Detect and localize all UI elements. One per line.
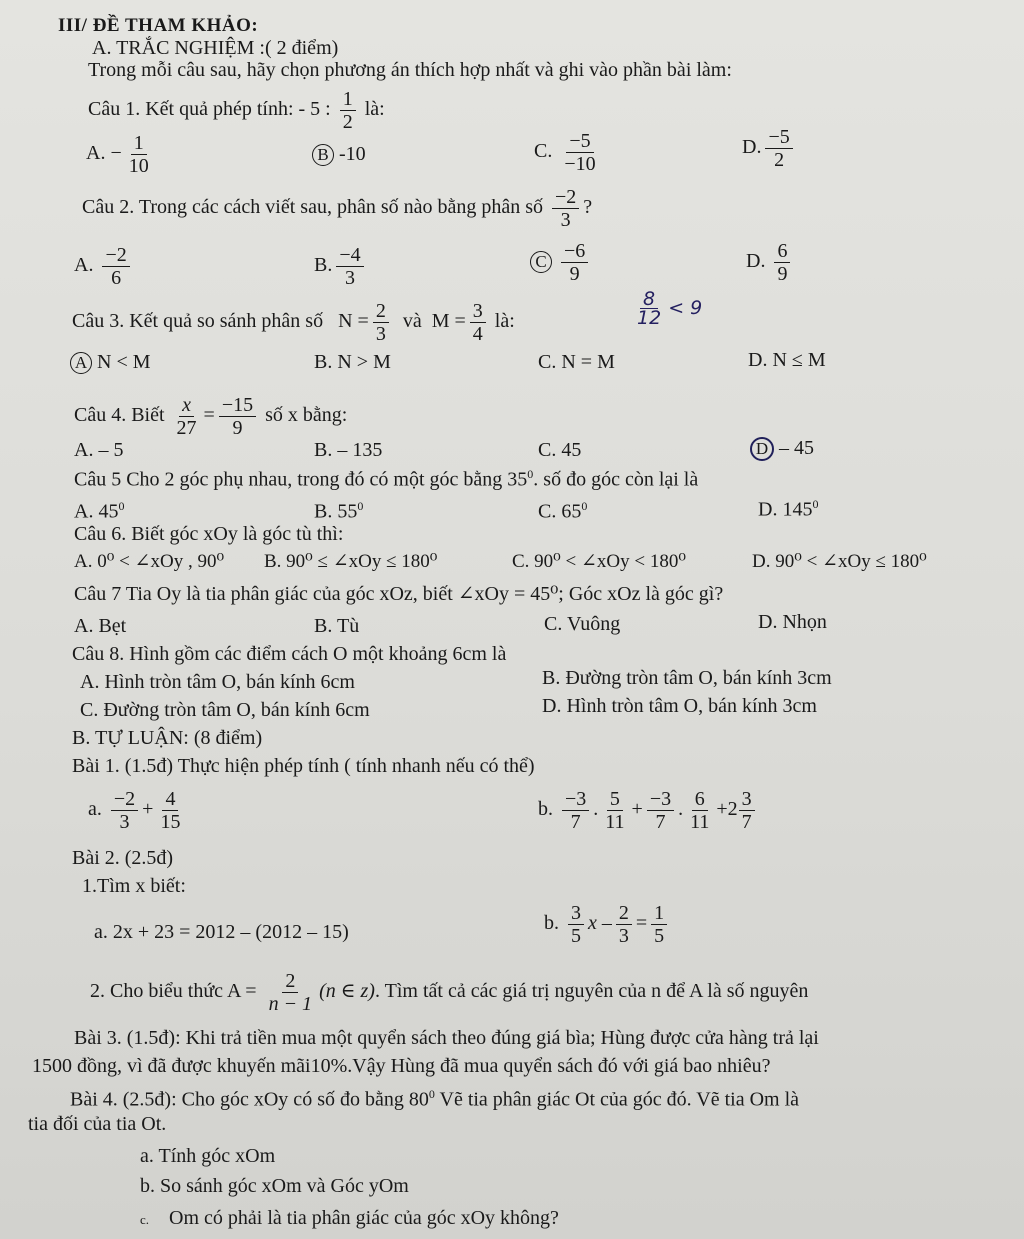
bai-4-line-2: tia đối của tia Ot. [28, 1113, 167, 1135]
q4-option-c: C. 45 [538, 439, 582, 461]
bai-4c: c. Om có phải là tia phân giác của góc xOy không? [140, 1207, 559, 1229]
q1-selected-mark: B [312, 144, 334, 166]
question-7: Câu 7 Tia Oy là tia phân giác của góc xOz, biết ∠xOy = 45⁰; Góc xOz là góc gì? [74, 583, 724, 605]
q2-option-d: D. $\frac{6}{9}$ [746, 240, 794, 285]
question-4: Câu 4. Biết $\frac{x}{27}$ = $\frac{-15}{9}$ số x bằng: [74, 394, 348, 439]
q2-option-b: B. $\frac{-4}{3}$ [314, 244, 368, 289]
q6-option-c: C. 90⁰ < ∠xOy < 180⁰ [512, 551, 686, 572]
q6-option-d: D. 90⁰ < ∠xOy ≤ 180⁰ [752, 551, 927, 572]
q1-stem: Câu 1. Kết quả phép tính: - 5 : [88, 98, 331, 121]
bai-4: Bài 4. (2.5đ): Cho góc xOy có số đo bằng $80^0$ Vẽ tia phân giác Ot của góc đó. Vẽ tia Om là [70, 1087, 800, 1111]
q6-option-a: A. 0⁰ < ∠xOy , 90⁰ [74, 551, 225, 572]
question-1: Câu 1. Kết quả phép tính: - 5 : $\frac{1}{2}$ là: [88, 88, 385, 133]
q3-option-d: D. N ≤ M [748, 349, 826, 371]
bai-1a: a. $\frac{-2}{3}$ + $\frac{4}{15}$ [88, 788, 181, 833]
q3-handwritten-note: $\frac{8}{12}$ < 9 [637, 288, 703, 329]
section-b-title: B. TỰ LUẬN: (8 điểm) [72, 727, 263, 749]
q3-selected-mark: A [70, 352, 92, 374]
bai-2-2: 2. Cho biểu thức A = $\frac{2}{n - 1}$ (n ∈ z). Tìm tất cả các giá trị nguyên của n để A là số nguyên [90, 970, 809, 1015]
q4-option-a: A. – 5 [74, 439, 124, 461]
bai-2: Bài 2. (2.5đ) [72, 847, 174, 869]
q7-option-c: C. Vuông [544, 613, 621, 635]
q4-option-d: D – 45 [750, 436, 814, 461]
bai-1b: b. $\frac{-3}{7}$ . $\frac{5}{11}$ + $\frac{-3}{7}$ . $\frac{6}{11}$ +2 $\frac{3}{7}$ [538, 788, 759, 833]
instruction-text: Trong mỗi câu sau, hãy chọn phương án thích hợp nhất và ghi vào phần bài làm: [88, 59, 732, 81]
q1-option-d: D. $\frac{-5}{2}$ [742, 126, 797, 171]
bai-2a: a. 2x + 23 = 2012 – (2012 – 15) [94, 921, 349, 943]
q8-option-b: B. Đường tròn tâm O, bán kính 3cm [542, 667, 832, 689]
bai-2b: b. $\frac{3}{5}$ x – $\frac{2}{3}$ = $\frac{1}{5}$ [544, 902, 671, 947]
bai-2-1: 1.Tìm x biết: [82, 875, 186, 897]
q6-option-b: B. 90⁰ ≤ ∠xOy ≤ 180⁰ [264, 551, 438, 572]
q1-option-a: A. − $\frac{1}{10}$ [86, 132, 149, 177]
q5-option-c: C. $65^0$ [538, 499, 588, 523]
question-8: Câu 8. Hình gồm các điểm cách O một khoảng 6cm là [72, 643, 507, 665]
bai-1: Bài 1. (1.5đ) Thực hiện phép tính ( tính nhanh nếu có thể) [72, 755, 535, 777]
page-title: III/ ĐỀ THAM KHẢO: [58, 15, 259, 36]
q7-option-a: A. Bẹt [74, 615, 127, 637]
q7-option-b: B. Tù [314, 615, 360, 637]
bai-3-line-2: 1500 đồng, vì đã được khuyến mãi10%.Vậy Hùng đã mua quyển sách đó với giá bao nhiêu? [32, 1055, 771, 1077]
question-3: Câu 3. Kết quả so sánh phân số N = $\frac{2}{3}$ và M = $\frac{3}{4}$ là: [72, 300, 515, 345]
q1-fraction: $\frac{1}{2}$ [340, 88, 356, 133]
question-5: Câu 5 Cho 2 góc phụ nhau, trong đó có một góc bằng $35^0$. số đo góc còn lại là [74, 467, 699, 491]
q5-option-a: A. $45^0$ [74, 499, 125, 523]
q4-option-b: B. – 135 [314, 439, 383, 461]
q7-option-d: D. Nhọn [758, 611, 827, 633]
bai-4b: b. So sánh góc xOm và Góc yOm [140, 1175, 409, 1197]
q5-option-d: D. $145^0$ [758, 497, 819, 521]
q5-option-b: B. $55^0$ [314, 499, 364, 523]
q2-selected-mark: C [530, 251, 552, 273]
question-2: Câu 2. Trong các cách viết sau, phân số nào bằng phân số $\frac{-2}{3}$ ? [82, 186, 593, 231]
q3-option-b: B. N > M [314, 351, 391, 373]
q3-option-c: C. N = M [538, 351, 615, 373]
q2-option-c: C $\frac{-6}{9}$ [530, 240, 592, 285]
q4-selected-mark: D [750, 437, 774, 461]
q1-option-b: B -10 [312, 142, 366, 166]
bai-3-line-1: Bài 3. (1.5đ): Khi trả tiền mua một quyển sách theo đúng giá bìa; Hùng được cửa hàng trả lại [74, 1027, 819, 1049]
q2-option-a: A. $\frac{-2}{6}$ [74, 244, 134, 289]
bai-4a: a. Tính góc xOm [140, 1145, 276, 1167]
question-6: Câu 6. Biết góc xOy là góc tù thì: [74, 523, 344, 545]
section-a-title: A. TRẮC NGHIỆM :( 2 điểm) [92, 37, 339, 59]
q1-option-c: C. $\frac{-5}{-10}$ [534, 130, 596, 175]
q8-option-d: D. Hình tròn tâm O, bán kính 3cm [542, 695, 817, 717]
q8-option-c: C. Đường tròn tâm O, bán kính 6cm [80, 699, 370, 721]
q3-option-a: A N < M [70, 350, 151, 374]
q8-option-a: A. Hình tròn tâm O, bán kính 6cm [80, 671, 355, 693]
